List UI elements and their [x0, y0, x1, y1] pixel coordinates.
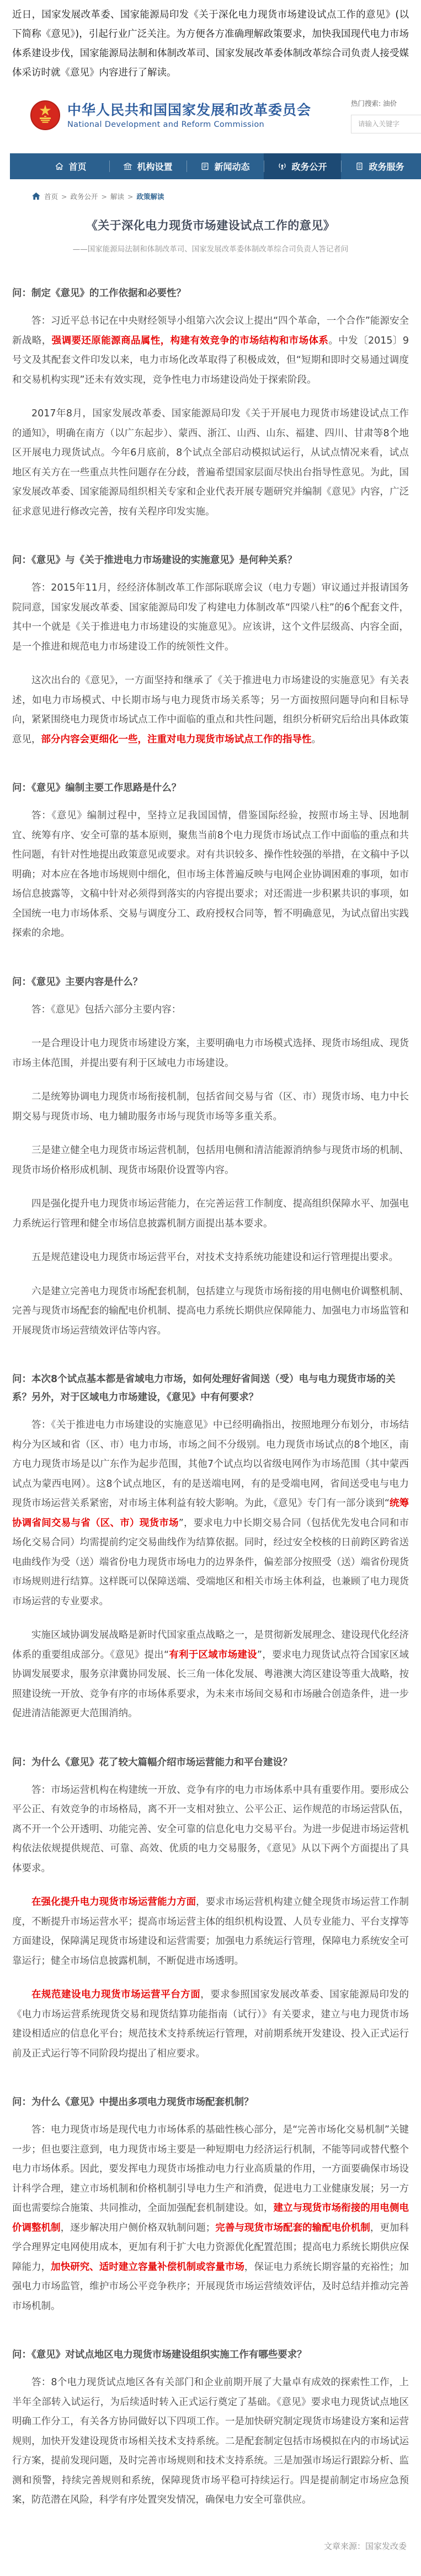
nav-item-4[interactable] — [264, 153, 341, 179]
question-1: 问：制定《意见》的工作依据和必要性？ — [12, 288, 186, 299]
answer-text: 三是建立健全电力现货市场运营机制，包括用电侧和清洁能源消纳参与现货市场的机制、现货市场价格形成机制、现货市场限价设置等内容。 — [12, 1145, 409, 1176]
nav-item-label: 新闻动态 — [214, 162, 250, 172]
institution-icon — [123, 162, 132, 171]
search-input[interactable] — [351, 115, 421, 133]
nav-item-label: 机构设置 — [137, 162, 173, 172]
answer-text: ，逐步解决用户侧价格双轨制问题； — [60, 2222, 216, 2234]
answer-text: 答：市场运营机构在构建统一开放、竞争有序的电力市场体系中具有重要作用。要形成公平公正、有效竞争的市场格局，离不开一支相对独立、公平公正、运作规范的市场运营队伍，离不开一个公开透明、功能完善、安全可靠的信息化电力交易平台。为进一步促进市场运营机构依法依规提供规范、可靠、高效、优质的电力交易服务，《意见》从以下两个方面提出了具体要求。 — [12, 1784, 409, 1874]
question-2: 问：《意见》与《关于推进电力市场建设的实施意见》是何种关系？ — [12, 555, 297, 566]
site-title-en: National Development and Reform Commission — [67, 120, 264, 129]
highlighted-text: 完善与现货市场配套的输配电价机制 — [215, 2222, 370, 2234]
question-6: 问：为什么《意见》花了较大篇幅介绍市场运营能力和平台建设？ — [12, 1756, 292, 1768]
nav-item-label: 政务服务 — [369, 162, 404, 172]
answer-text: ，要求参照国家发展改革委、国家能源局印发的《电力市场运营系统现货交易和现货结算功能指南（试行）》有关要求，建立与电力现货市场建设相适应的信息化平台；规范技术支持系统运行管理，对前期系统开发建设、投入正式运行前及正式运行等不同阶段均提出了相应要求。 — [12, 1989, 409, 2059]
highlighted-text: 统筹协调省间交易与省（区、市）现货市场 — [12, 1498, 409, 1529]
answer-text: 二是统筹协调电力现货市场衔接机制，包括省间交易与省（区、市）现货市场、电力中长期交易与现货市场、电力辅助服务市场与现货市场等多重关系。 — [12, 1091, 409, 1122]
nav-item-1[interactable] — [32, 153, 109, 179]
answer-text: 这次出台的《意见》，一方面坚持和继承了《关于推进电力市场建设的实施意见》有关表述，如电力市场模式、中长期市场与电力现货市场关系等；另一方面按照问题导向和目标导向，紧紧围绕电力现货市场试点工作中面临的重点和共性问题，组织分析研究后给出具体政策意见， — [12, 675, 409, 745]
answer-1-paragraph-2 — [12, 404, 409, 522]
answer-6-paragraph-1 — [12, 1781, 409, 1879]
highlighted-text: 加快研究、适时建立容量补偿机制或容量市场 — [51, 2261, 244, 2273]
national-emblem-icon — [30, 100, 60, 130]
answer-text: 答：《意见》编制过程中，坚持立足我国国情，借鉴国际经验，按照市场主导、因地制宜、统筹有序、安全可靠的基本原则，聚焦当前8个电力现货市场试点工作中面临的重点和共性问题，有针对性地提出政策意见或要求。对有共识较多、操作性较强的举措，在文稿中予以明确；对本应在各地市场规则中细化，但市场主体普遍反映与电网企业协调困难的事项，如市场信息披露等，文稿中针对必须得到落实的内容提出要求；对还需进一步积累共识的事项，如全国统一电力市场体系、交易与调度分工、政府授权合同等，暂不明确意见，为试点留出实践探索的余地。 — [12, 810, 409, 939]
breadcrumb-item-2[interactable]: 政务公开 — [70, 192, 98, 201]
answer-3-paragraph-1 — [12, 806, 409, 944]
article-title: 《关于深化电力现货市场建设试点工作的意见》 — [86, 219, 335, 232]
answer-4-paragraph-7 — [12, 1282, 409, 1341]
breadcrumb-item-1[interactable]: 首页 — [44, 192, 58, 201]
answer-2-paragraph-1 — [12, 579, 409, 657]
answer-7-paragraph-1 — [12, 2120, 409, 2316]
answer-text: 实施区域协调发展战略是新时代国家重点战略之一，是贯彻新发展理念、建设现代化经济体系的重要组成部分。《意见》提出“ — [12, 1630, 409, 1661]
breadcrumb — [32, 191, 421, 201]
document-icon — [355, 162, 364, 171]
broadcast-icon — [278, 162, 287, 171]
home-icon — [55, 162, 64, 171]
answer-text: 2017年8月，国家发展改革委、国家能源局印发《关于开展电力现货市场建设试点工作的通知》，明确在南方（以广东起步）、蒙西、浙江、山西、山东、福建、四川、甘肃等8个地区开展电力现货试点。今年6月底前，8个试点全部启动模拟试运行，从试点情况来看，试点地区有关方在一些重点共性问题存在分歧，普遍希望国家层面尽快出台指导性意见。为此，国家发展改革委、国家能源局组织相关专家和企业代表开展专题研究并编制《意见》内容，广泛征求意见进行修改完善，按有关程序印发实施。 — [12, 408, 409, 517]
answer-text: 答：2015年11月，经经济体制改革工作部际联席会议（电力专题）审议通过并报请国务院同意，国家发展改革委、国家能源局印发了构建电力体制改革“四梁八柱”的6个配套文件，其中一个就是《关于推进电力市场建设的实施意见》。应该讲，这个文件层级高、内容全面，是一个推进和规范电力市场建设工作的统领性文件。 — [12, 582, 409, 652]
news-icon — [200, 162, 210, 171]
answer-6-paragraph-2 — [12, 1893, 409, 1971]
answer-text: ”，要求电力现货试点符合国家区域协调发展要求，服务京津冀协同发展、长三角一体化发展、粤港澳大湾区建设等重大战略，按照建设统一开放、竞争有序的市场体系要求，为未来市场间交易和市场融合创造条件，进一步促进清洁能源更大范围消纳。 — [12, 1649, 409, 1719]
answer-text: 答：《关于推进电力市场建设的实施意见》中已经明确指出，按照地理分布划分，市场结构分为区域和省（区、市）电力市场，市场之间不分级别。电力现货市场试点的8个地区，南方电力现货市场是以广东作为起步范围，其他7个试点均以省级电网作为市场范围（其中蒙西试点为蒙西电网）。这8个试点地区，有的是送端电网，有的是受端电网，省间送受电与电力现货市场运营关系紧密，对市场主体利益有较大影响。为此，《意见》专门有一部分谈到“ — [12, 1420, 409, 1509]
site-title: 中华人民共和国国家发展和改革委员会 — [67, 101, 312, 118]
answer-6-paragraph-3 — [12, 1985, 409, 2064]
answer-4-paragraph-4 — [12, 1141, 409, 1180]
highlighted-text: 部分内容会更细化一些，注重对电力现货市场试点工作的指导性 — [41, 733, 312, 745]
answer-5-paragraph-2 — [12, 1626, 409, 1724]
nav-item-2[interactable] — [109, 153, 186, 179]
highlighted-text: 强调要还原能源商品属性，构建有效竞争的市场结构和市场体系 — [51, 335, 329, 346]
nav-item-label: 首页 — [68, 162, 87, 172]
highlighted-text: 在规范建设电力现货市场运营平台方面 — [31, 1989, 201, 2000]
breadcrumb-home-icon — [32, 192, 40, 200]
highlighted-text: 有利于区域市场建设 — [169, 1649, 257, 1661]
search-area — [351, 98, 421, 133]
answer-4-paragraph-3 — [12, 1088, 409, 1127]
breadcrumb-item-3[interactable]: 解读 — [110, 192, 125, 201]
answer-1-paragraph-1 — [12, 312, 409, 390]
answer-4-paragraph-1 — [12, 1000, 409, 1020]
highlighted-text: 建立与现货市场衔接的用电侧电价调整机制 — [12, 2203, 409, 2234]
question-4: 问：《意见》主要内容是什么？ — [12, 976, 143, 988]
article-source: 文章来源：国家发改委 — [323, 2541, 407, 2551]
main-nav — [10, 153, 421, 179]
answer-text: 四是强化提升电力现货市场运营能力，在完善运营工作制度、提高组织保障水平、加强电力系统运行管理和健全市场信息披露机制方面提出基本要求。 — [12, 1198, 409, 1229]
answer-4-paragraph-6 — [12, 1248, 409, 1268]
breadcrumb-item-4: 政策解读 — [136, 192, 164, 201]
article-subtitle: ——国家能源局法制和体制改革司、国家发展改革委体制改革综合司负责人答记者问 — [72, 245, 349, 254]
site-logo[interactable] — [30, 100, 311, 130]
breadcrumb-separator: > — [101, 192, 107, 201]
answer-5-paragraph-1 — [12, 1416, 409, 1611]
answer-text: 。中发〔2015〕9号文及其配套文件印发以来，电力市场化改革取得了积极成效，但“短期和即时交易通过调度和交易机构实现”还未有效实现，竞争性电力市场建设尚处于探索阶段。 — [12, 335, 409, 385]
answer-text: ，保证电力系统长期容量的充裕性；加强电力市场监管，维护市场公平竞争秩序；开展现货市场运营绩效评估，及时总结并推动完善市场机制。 — [12, 2261, 409, 2312]
breadcrumb-separator: > — [61, 192, 67, 201]
answer-text: ，更加科学合理界定电网使用成本，更加有利于扩大电力资源优化配置范围；提高电力系统长期供应保障能力， — [12, 2222, 409, 2273]
answer-text: 答：《意见》包括六部分主要内容： — [31, 1004, 182, 1015]
answer-text: ”，要求电力中长期交易合同（包括优先发电合同和市场化交易合同）均需提前约定交易曲线作为结算依据。同时，经过安全校核的日前跨区跨省送电曲线作为受（送）端省份电力现货市场电力的边界条件，偏差部分按照受（送）端省份现货市场规则进行结算。这样既可以保障送端、受端地区和相关市场主体利益，也兼顾了电力现货市场运营的专业要求。 — [12, 1517, 409, 1607]
question-3: 问：《意见》编制主要工作思路是什么？ — [12, 783, 182, 794]
intro-paragraph: 近日，国家发展改革委、国家能源局印发《关于深化电力现货市场建设试点工作的意见》(以下简称《意见》)，引起行业广泛关注。为方便各方准确理解政策要求，加快我国现代电力市场体系建设步伐，国家能源局法制和体制改革司、国家发展改革委体制改革综合司负责人接受媒体采访时就《意见》内容进行了解读。 — [12, 9, 409, 78]
answer-4-paragraph-5 — [12, 1195, 409, 1234]
site-header — [0, 94, 421, 153]
answer-text: 答：电力现货市场是现代电力市场体系的基础性核心部分，是“完善市场化交易机制”关键一步；但也要注意到，电力现货市场主要是一种短期电力经济运行机制，不能等同或替代整个电力市场体系。因此，要发挥电力现货市场推动电力行业高质量的作用，一方面要确保市场设计科学合理，建立市场机制和价格机制引导电力生产和消费，促进电力工业健康发展；另一方面也需要综合施策、共同推动，全面加强配套机制建设。如， — [12, 2124, 409, 2214]
answer-text: 答：习近平总书记在中央财经领导小组第六次会议上提出“四个革命，一个合作”能源安全新战略， — [12, 315, 409, 346]
answer-8-paragraph-1 — [12, 2373, 409, 2510]
qa-section — [0, 254, 421, 2510]
answer-text: 。 — [311, 733, 321, 745]
nav-item-label: 政务公开 — [291, 162, 327, 172]
nav-item-5[interactable] — [341, 153, 418, 179]
answer-text: 一是合理设计电力现货市场建设方案，主要明确电力市场模式选择、现货市场组成、现货市场主体范围，并提出要有利于区域电力市场建设。 — [12, 1038, 409, 1069]
question-5: 问：本次8个试点基本都是省域电力市场，如何处理好省间送（受）电与电力现货市场的关系？另外，对于区域电力市场建设，《意见》中有何要求？ — [12, 1374, 396, 1403]
question-8: 问：《意见》对试点地区电力现货市场建设组织实施工作有哪些要求？ — [12, 2349, 307, 2360]
answer-text: 六是建立完善电力现货市场配套机制，包括建立与现货市场衔接的用电侧电价调整机制、完善与现货市场配套的输配电价机制、提高电力系统长期供应保障能力、加强电力市场监管和开展现货市场运营绩效评估等内容。 — [12, 1286, 409, 1336]
hot-search-label[interactable]: 热门搜索: 油价 — [351, 99, 397, 108]
answer-text: 五是规范建设电力现货市场运营平台，对技术支持系统功能建设和运行管理提出要求。 — [31, 1252, 398, 1263]
question-7: 问：为什么《意见》中提出多项电力现货市场配套机制？ — [12, 2097, 254, 2108]
answer-4-paragraph-2 — [12, 1034, 409, 1073]
nav-item-3[interactable] — [186, 153, 264, 179]
breadcrumb-separator: > — [127, 192, 134, 201]
highlighted-text: 在强化提升电力现货市场运营能力方面 — [31, 1897, 196, 1908]
answer-text: 答：8个电力现货试点地区各有关部门和企业前期开展了大量卓有成效的探索性工作，上半年全部转入试运行，为后续适时转入正式运行奠定了基础。《意见》要求电力现货试点地区明确工作分工，有关各方协同做好以下四项工作。一是加快研究制定现货市场建设方案和运营规则，加快开发建设现货市场相关技术支持系统。二是配套制定包括市场模拟在内的市场试运行方案，提前发现问题，及时完善市场规则和技术支持系统。三是加强市场运行跟踪分析、监测和预警，持续完善规则和系统，保障现货市场平稳可持续运行。四是提前制定市场应急预案，防范潜在风险，科学有序处置突发情况，确保电力安全可靠供应。 — [12, 2377, 409, 2505]
answer-text: ，要求市场运营机构建立健全现货市场运营工作制度，不断提升市场运营水平；提高市场运营主体的组织机构设置、人员专业能力、平台支撑等方面建设，保障满足现货市场建设和运营需要；加强电力系统运行管理，保障电力系统安全可靠运行；健全市场信息披露机制，不断促进市场透明。 — [12, 1897, 409, 1967]
answer-2-paragraph-2 — [12, 671, 409, 749]
